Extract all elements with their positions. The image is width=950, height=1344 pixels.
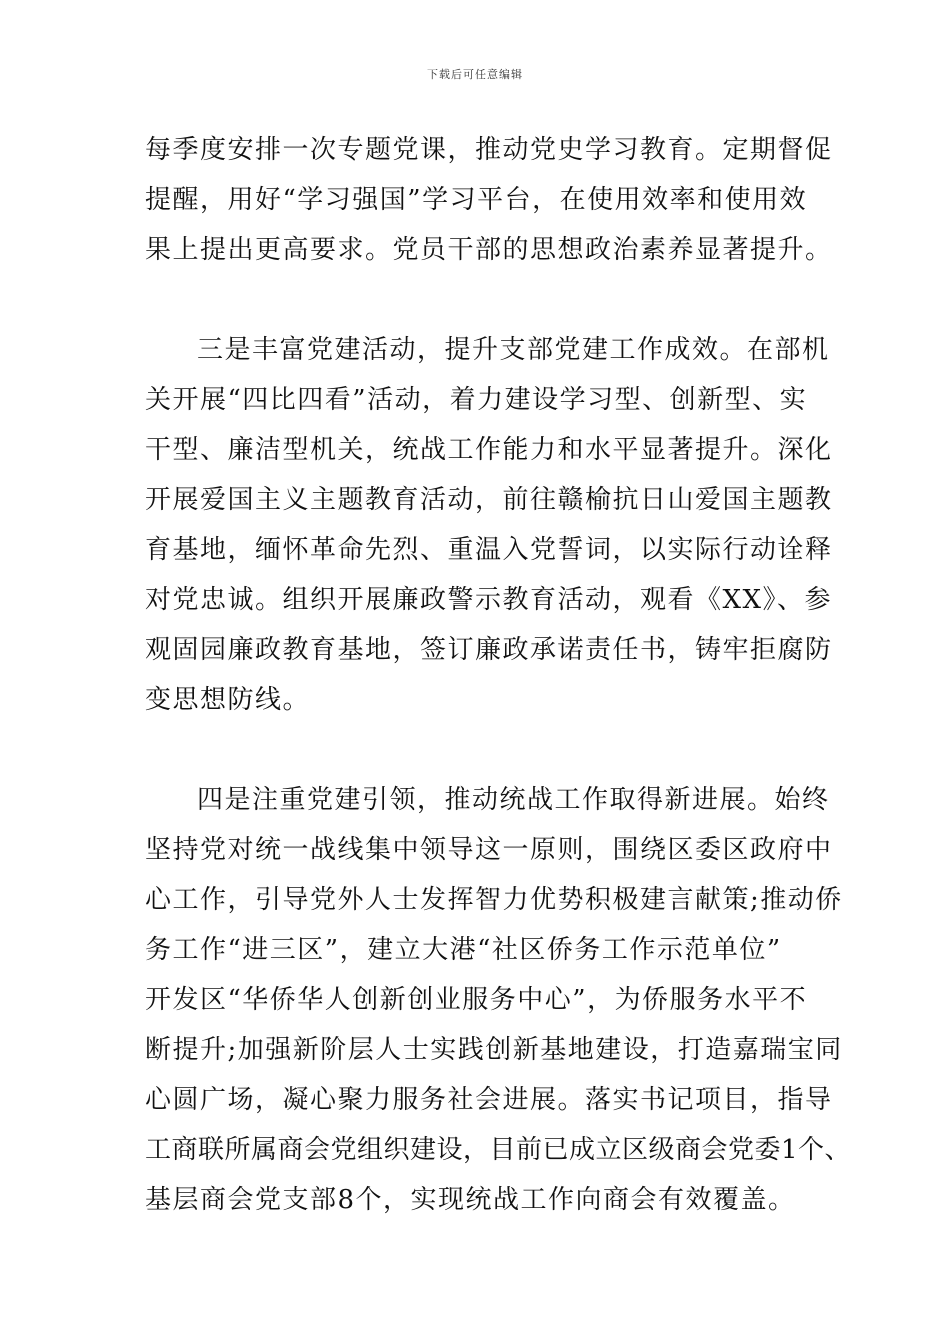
text-line: 务工作“进三区”，建立大港“社区侨务工作示范单位” <box>145 935 782 965</box>
text-line: 基层商会党支部8个，实现统战工作向商会有效覆盖。 <box>145 1185 796 1215</box>
text-line: 三是丰富党建活动，提升支部党建工作成效。在部机 <box>197 335 830 365</box>
header-note: 下载后可任意编辑 <box>427 68 523 81</box>
text-line: 干型、廉洁型机关，统战工作能力和水平显著提升。深化 <box>145 435 833 465</box>
text-line: 育基地，缅怀革命先烈、重温入党誓词，以实际行动诠释 <box>145 535 833 565</box>
text-line: 心圆广场，凝心聚力服务社会进展。落实书记项目，指导 <box>145 1085 833 1115</box>
text-line: 四是注重党建引领，推动统战工作取得新进展。始终 <box>197 785 830 815</box>
text-line: 每季度安排一次专题党课，推动党史学习教育。定期督促 <box>145 135 833 165</box>
text-line: 坚持党对统一战线集中领导这一原则，围绕区委区政府中 <box>145 835 833 865</box>
text-line: 开展爱国主义主题教育活动，前往赣榆抗日山爱国主题教 <box>145 485 833 515</box>
text-line: 工商联所属商会党组织建设，目前已成立区级商会党委1个、 <box>145 1135 852 1165</box>
text-line: 对党忠诚。组织开展廉政警示教育活动，观看《XX》、参 <box>145 585 833 615</box>
text-line: 果上提出更高要求。党员干部的思想政治素养显著提升。 <box>145 235 833 265</box>
text-line: 变思想防线。 <box>145 685 311 715</box>
text-line: 心工作，引导党外人士发挥智力优势积极建言献策;推动侨 <box>145 885 843 915</box>
text-line: 开发区“华侨华人创新创业服务中心”，为侨服务水平不 <box>145 985 808 1015</box>
text-line: 关开展“四比四看”活动，着力建设学习型、创新型、实 <box>145 385 808 415</box>
text-line: 提醒，用好“学习强国”学习平台，在使用效率和使用效 <box>145 185 808 215</box>
text-line: 观固园廉政教育基地，签订廉政承诺责任书，铸牢拒腐防 <box>145 635 833 665</box>
text-line: 断提升;加强新阶层人士实践创新基地建设，打造嘉瑞宝同 <box>145 1035 843 1065</box>
